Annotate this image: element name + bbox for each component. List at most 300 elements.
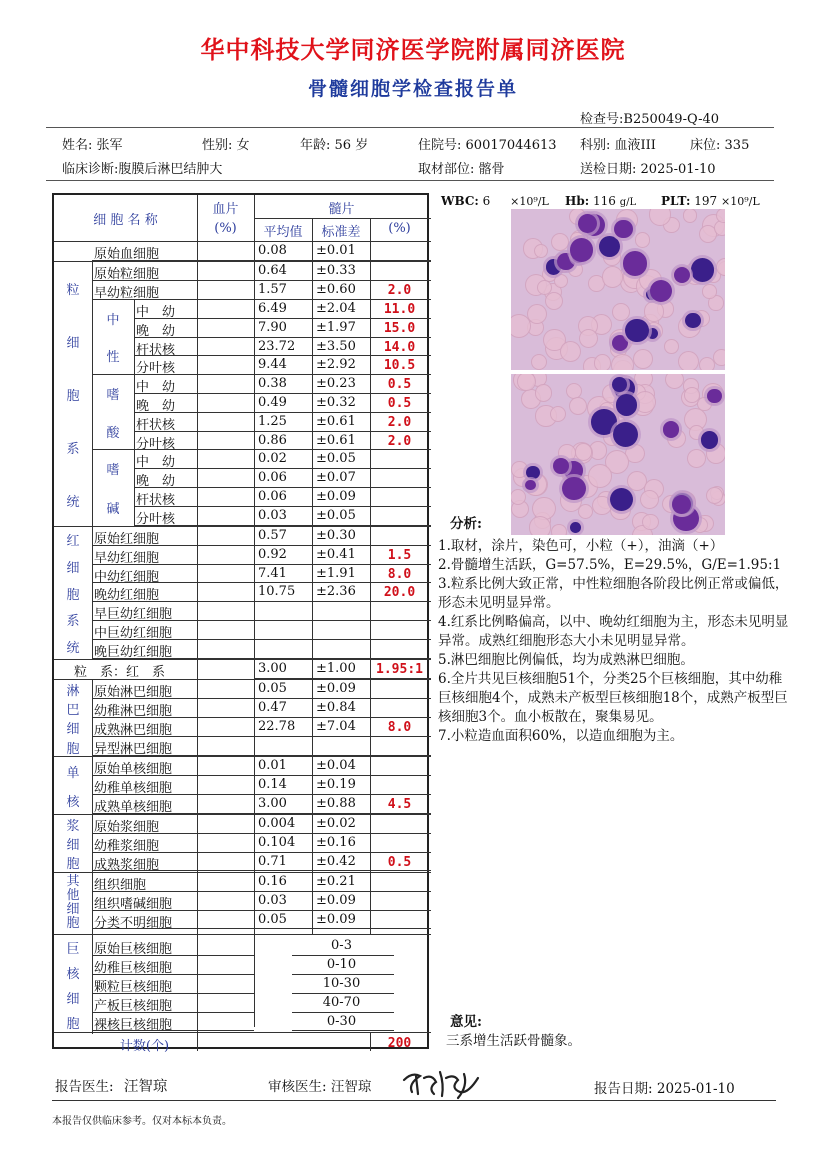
review-doctor: 审核医生: 汪智琼 <box>268 1079 372 1095</box>
red-blood-cell <box>687 449 706 468</box>
row-name: 幼稚单核细胞 <box>94 780 173 796</box>
row-mean: 0.16 <box>258 873 287 889</box>
mega-range: 40-70 <box>322 994 361 1010</box>
row-mean: 0.004 <box>258 816 296 831</box>
table-rule <box>254 431 431 432</box>
group-label-monocyte: 单 <box>66 765 80 781</box>
group-label-erythroid: 细 <box>66 560 80 576</box>
table-rule <box>254 601 431 602</box>
row-mean: 0.64 <box>258 263 287 279</box>
nucleated-cell <box>570 238 593 261</box>
red-blood-cell <box>569 397 587 415</box>
group-label-megakaryocyte: 胞 <box>66 1016 80 1032</box>
group-label-plasma: 胞 <box>66 857 80 873</box>
table-rule <box>54 934 431 935</box>
mega-range: 0-3 <box>331 938 352 954</box>
row-name: 原始淋巴细胞 <box>94 685 173 701</box>
red-blood-cell <box>550 406 566 422</box>
row-name: 组织嗜碱细胞 <box>94 896 173 912</box>
table-rule <box>254 775 431 776</box>
table-rule <box>254 678 431 679</box>
bone-marrow-micrograph-1 <box>511 209 725 370</box>
table-rule <box>254 337 431 338</box>
table-rule <box>92 955 254 956</box>
table-rule <box>254 639 431 640</box>
row-sd: ±3.50 <box>316 338 356 354</box>
table-rule <box>254 468 431 469</box>
table-rule <box>254 355 431 356</box>
table-rule <box>292 1030 394 1031</box>
mega-range: 10-30 <box>322 975 361 991</box>
nucleated-cell <box>553 458 569 474</box>
row-sd: ±0.09 <box>316 681 356 697</box>
group-label-plasma: 细 <box>66 837 80 853</box>
table-rule <box>92 374 254 375</box>
group-label-erythroid: 统 <box>66 640 80 656</box>
table-rule <box>254 620 431 621</box>
row-mean: 1.25 <box>258 413 287 429</box>
table-rule <box>254 449 431 450</box>
red-blood-cell <box>535 384 553 402</box>
table-rule <box>92 449 254 450</box>
table-rule <box>254 280 431 281</box>
row-name: 中 幼 <box>136 455 176 471</box>
group-label-lymphocyte: 巴 <box>66 703 80 719</box>
group-label-monocyte: 核 <box>66 794 80 810</box>
row-sd: ±0.05 <box>316 507 356 523</box>
table-rule <box>254 658 431 659</box>
row-name: 异型淋巴细胞 <box>94 741 173 757</box>
row-sd: ±0.04 <box>316 758 356 774</box>
row-name: 幼稚淋巴细胞 <box>94 704 173 720</box>
table-rule <box>254 545 431 546</box>
row-sd: ±0.84 <box>316 700 356 716</box>
wbc-value: WBC: 6 ×10⁹/L <box>441 194 549 208</box>
row-sd: ±0.88 <box>316 795 356 811</box>
header-blood-pct: (%) <box>214 221 237 236</box>
header-blood: 血片 <box>212 202 239 217</box>
table-rule <box>54 1032 431 1033</box>
table-rule <box>292 974 394 975</box>
row-name: 原始浆细胞 <box>94 820 160 835</box>
nucleated-cell <box>672 495 691 514</box>
group-label-lymphocyte: 淋 <box>66 683 80 699</box>
red-blood-cell <box>531 354 547 370</box>
row-value: 1.5 <box>387 547 412 563</box>
nucleated-cell <box>616 394 637 415</box>
row-sd: ±0.16 <box>316 834 356 850</box>
row-name: 杆状核 <box>136 417 176 433</box>
table-rule <box>292 955 394 956</box>
nucleated-cell <box>707 389 721 403</box>
bed-number: 床位: 335 <box>690 138 750 153</box>
group-label-plasma: 浆 <box>66 818 80 834</box>
row-mean: 0.49 <box>258 394 287 410</box>
analysis-item: 6.全片共见巨核细胞51个，分类25个巨核细胞，其中幼稚巨核细胞4个，成熟未产板型巨核细胞18个，成熟产板型巨核细胞3个。血小板散在，聚集易见。 <box>438 671 788 725</box>
row-sd: ±0.09 <box>316 488 356 504</box>
red-blood-cell <box>592 496 612 516</box>
row-sd: ±0.05 <box>316 451 356 467</box>
nucleated-cell <box>610 488 633 511</box>
table-rule <box>254 582 431 583</box>
nucleated-cell <box>691 258 714 281</box>
row-sd: ±0.02 <box>316 816 356 831</box>
row-name: 分叶核 <box>136 511 176 527</box>
row-name: 成熟单核细胞 <box>94 799 173 815</box>
mega-name: 裸核巨核细胞 <box>94 1017 173 1033</box>
row-name: 原始红细胞 <box>94 532 160 547</box>
row-name: 幼稚浆细胞 <box>94 838 160 854</box>
header-mean: 平均值 <box>263 225 303 240</box>
nucleated-cell <box>701 431 719 449</box>
sub-label-basophil: 碱 <box>106 501 120 517</box>
red-blood-cell <box>575 443 592 460</box>
row-name: 晚幼红细胞 <box>94 588 160 604</box>
row-mean: 23.72 <box>258 338 296 354</box>
table-rule <box>54 241 431 242</box>
red-blood-cell <box>702 284 716 298</box>
red-blood-cell <box>517 374 536 391</box>
analysis-item: 2.骨髓增生活跃，G=57.5%，E=29.5%，G/E=1.95:1 <box>438 557 782 573</box>
exam-number: 检查号:B250049-Q-40 <box>580 112 720 127</box>
row-sd: ±0.42 <box>316 853 356 869</box>
row-mean: 0.05 <box>258 681 287 697</box>
row-sd: ±0.21 <box>316 873 356 889</box>
row-name: 粒 系：红 系 <box>74 665 166 681</box>
bone-marrow-micrograph-2 <box>511 374 725 535</box>
row-name: 杆状核 <box>136 342 176 358</box>
sampling-site: 取材部位: 髂骨 <box>418 162 505 177</box>
row-mean: 0.03 <box>258 507 287 523</box>
analysis-item: 3.粒系比例大致正常，中性粒细胞各阶段比例正常或偏低，形态未见明显异常。 <box>438 576 789 611</box>
row-sd: ±0.23 <box>316 376 356 392</box>
row-value: 8.0 <box>387 720 412 735</box>
table-rule <box>254 374 431 375</box>
red-blood-cell <box>713 349 725 366</box>
red-blood-cell <box>716 209 725 223</box>
row-sd: ±2.36 <box>316 584 356 600</box>
nucleated-cell <box>562 477 585 500</box>
mega-name: 原始巨核细胞 <box>94 942 173 958</box>
table-rule <box>254 218 431 219</box>
table-rule <box>254 260 431 261</box>
red-blood-cell <box>683 209 697 223</box>
row-value: 2.0 <box>387 414 412 430</box>
row-name: 原始单核细胞 <box>94 762 173 778</box>
row-value: 0.5 <box>387 377 412 393</box>
group-label-granulocyte: 细 <box>66 335 80 351</box>
group-label-megakaryocyte: 细 <box>66 991 80 1007</box>
row-mean: 3.00 <box>258 661 287 677</box>
row-name: 中 幼 <box>136 304 176 320</box>
red-blood-cell <box>551 233 569 251</box>
table-rule <box>92 261 93 659</box>
row-name: 早幼粒细胞 <box>94 286 160 302</box>
row-name: 成熟淋巴细胞 <box>94 723 173 738</box>
table-rule <box>254 928 431 929</box>
row-mean: 22.78 <box>258 719 296 734</box>
red-blood-cell <box>706 487 723 504</box>
group-label-erythroid: 红 <box>66 534 80 550</box>
department: 科别: 血液III <box>580 138 656 153</box>
cell-count-table <box>52 193 429 1055</box>
sub-label-eosinophil: 嗜 <box>106 387 120 403</box>
red-blood-cell <box>594 354 611 370</box>
table-rule <box>254 318 431 319</box>
table-rule <box>134 299 135 526</box>
inpatient-number: 住院号: 60017044613 <box>418 138 557 153</box>
analysis-label: 分析: <box>450 516 482 532</box>
row-name: 成熟浆细胞 <box>94 857 160 873</box>
report-date: 报告日期: 2025-01-10 <box>594 1081 735 1097</box>
row-sd: ±0.09 <box>316 911 356 927</box>
row-mean: 0.92 <box>258 546 287 562</box>
row-sd: ±0.60 <box>316 282 356 298</box>
row-mean: 0.38 <box>258 376 287 392</box>
table-rule <box>254 393 431 394</box>
table-rule <box>254 870 431 871</box>
clinical-diagnosis: 临床诊断:腹膜后淋巴结肿大 <box>62 162 223 177</box>
analysis-item: 7.小粒造血面积60%，以造血细胞为主。 <box>438 728 684 744</box>
row-mean: 3.00 <box>258 795 287 811</box>
red-blood-cell <box>612 303 630 321</box>
red-blood-cell <box>644 301 665 322</box>
row-name: 中 幼 <box>136 380 176 396</box>
analysis-item: 5.淋巴细胞比例偏低，均为成熟淋巴细胞。 <box>438 652 694 668</box>
opinion-label: 意见: <box>450 1014 482 1030</box>
row-name: 早巨幼红细胞 <box>94 607 173 623</box>
row-name: 中幼红细胞 <box>94 569 160 585</box>
sub-label-neutrophil: 中 <box>106 312 120 328</box>
row-sd: ±0.41 <box>316 546 356 562</box>
row-sd: ±0.33 <box>316 263 356 279</box>
reviewer-signature <box>398 1064 484 1100</box>
nucleated-cell <box>625 319 649 343</box>
row-sd: ±0.32 <box>316 394 356 410</box>
row-mean: 0.104 <box>258 834 296 850</box>
report-title: 骨髓细胞学检查报告单 <box>307 78 518 100</box>
group-label-megakaryocyte: 核 <box>66 966 80 982</box>
header-cell-name: 细 胞 名 称 <box>93 213 158 228</box>
row-sd: ±0.07 <box>316 470 356 486</box>
table-rule <box>254 794 431 795</box>
table-rule <box>54 526 431 527</box>
red-blood-cell <box>511 314 531 338</box>
patient-name: 姓名: 张军 <box>62 138 123 153</box>
red-blood-cell <box>642 514 658 530</box>
red-blood-cell <box>560 341 581 362</box>
row-mean: 0.06 <box>258 488 287 504</box>
red-blood-cell <box>551 524 566 535</box>
table-rule <box>254 698 431 699</box>
row-sd: ±1.97 <box>316 319 356 335</box>
row-mean: 7.41 <box>258 565 287 581</box>
table-rule <box>254 833 431 834</box>
table-rule <box>254 852 431 853</box>
mega-name: 颗粒巨核细胞 <box>94 979 173 995</box>
row-mean: 0.02 <box>258 451 287 467</box>
table-rule <box>254 736 431 737</box>
table-rule <box>92 1030 254 1031</box>
row-name: 中巨幼红细胞 <box>94 626 173 641</box>
red-blood-cell <box>678 351 699 370</box>
row-name: 晚 幼 <box>136 474 176 490</box>
sub-label-basophil: 嗜 <box>106 463 120 479</box>
row-sd: ±0.01 <box>316 243 356 258</box>
row-mean: 0.01 <box>258 758 287 774</box>
row-value: 14.0 <box>383 339 416 355</box>
row-sd: ±0.61 <box>316 432 356 448</box>
row-mean: 0.08 <box>258 243 287 258</box>
group-label-erythroid: 胞 <box>66 587 80 603</box>
group-label-granulocyte: 胞 <box>66 388 80 404</box>
row-value: 2.0 <box>387 433 412 449</box>
sub-label-eosinophil: 酸 <box>106 425 120 441</box>
patient-sex: 性别: 女 <box>202 138 250 153</box>
row-value: 4.5 <box>387 796 412 812</box>
row-value: 11.0 <box>383 301 416 317</box>
red-blood-cell <box>554 274 568 288</box>
header-sd: 标准差 <box>321 225 361 240</box>
table-rule <box>254 717 431 718</box>
group-label-erythroid: 系 <box>66 614 80 630</box>
red-blood-cell <box>529 516 551 535</box>
hospital-name: 华中科技大学同济医学院附属同济医院 <box>200 35 626 64</box>
row-mean: 0.71 <box>258 853 287 869</box>
table-rule <box>92 974 254 975</box>
nucleated-cell <box>599 236 620 257</box>
table-rule <box>254 755 431 756</box>
row-mean: 0.06 <box>258 470 287 486</box>
table-rule <box>254 299 431 300</box>
row-mean: 10.75 <box>258 584 296 600</box>
red-blood-cell <box>633 349 653 369</box>
row-value: 10.5 <box>383 358 416 374</box>
red-blood-cell <box>588 464 612 488</box>
group-label-other: 胞 <box>66 916 80 932</box>
row-name: 早幼红细胞 <box>94 550 160 566</box>
row-sd: ±2.04 <box>316 300 356 316</box>
submit-date: 送检日期: 2025-01-10 <box>580 162 716 177</box>
red-blood-cell <box>664 339 679 354</box>
header-pct: (%) <box>388 221 411 236</box>
red-blood-cell <box>611 354 634 370</box>
row-mean: 0.05 <box>258 911 287 927</box>
row-sd: ±2.92 <box>316 357 356 373</box>
nucleated-cell <box>650 280 672 302</box>
mega-range: 0-10 <box>326 957 357 973</box>
row-sd: ±1.91 <box>316 565 356 581</box>
mega-name: 幼稚巨核细胞 <box>94 961 173 977</box>
red-blood-cell <box>545 292 563 310</box>
row-value: 2.0 <box>387 283 412 299</box>
row-sd: ±0.61 <box>316 413 356 429</box>
row-mean: 0.03 <box>258 892 287 908</box>
table-rule <box>197 195 198 1051</box>
table-rule <box>312 218 313 935</box>
count-label: 计数(个) <box>119 1039 170 1055</box>
group-label-other: 他 <box>66 888 80 904</box>
count-value: 200 <box>387 1036 412 1052</box>
red-blood-cell <box>534 244 548 258</box>
group-label-lymphocyte: 胞 <box>66 741 80 757</box>
analysis-text <box>438 537 790 746</box>
row-mean: 9.44 <box>258 357 287 373</box>
group-label-other: 细 <box>66 902 80 918</box>
group-label-other: 其 <box>66 873 80 889</box>
row-value: 1.95:1 <box>376 662 423 678</box>
row-name: 原始血细胞 <box>94 247 160 262</box>
row-name: 原始粒细胞 <box>94 267 160 283</box>
red-blood-cell <box>579 329 598 348</box>
table-rule <box>292 1012 394 1013</box>
row-name: 杆状核 <box>136 492 176 508</box>
sub-label-neutrophil: 性 <box>106 350 120 366</box>
table-rule <box>254 487 431 488</box>
table-rule <box>254 564 431 565</box>
row-mean: 1.57 <box>258 282 287 298</box>
row-name: 分叶核 <box>136 436 176 452</box>
nucleated-cell <box>663 421 679 437</box>
table-rule <box>254 195 255 1027</box>
row-value: 0.5 <box>387 395 412 411</box>
row-value: 0.5 <box>387 854 412 870</box>
group-label-megakaryocyte: 巨 <box>66 941 80 957</box>
row-sd: ±0.09 <box>316 892 356 908</box>
red-blood-cell <box>640 490 659 509</box>
group-label-granulocyte: 系 <box>66 441 80 457</box>
row-value: 15.0 <box>383 320 416 336</box>
analysis-item: 1.取材，涂片，染色可，小粒（+），油滴（+） <box>438 538 724 554</box>
nucleated-cell <box>623 251 648 276</box>
row-name: 分类不明细胞 <box>94 915 173 931</box>
group-label-granulocyte: 统 <box>66 494 80 510</box>
opinion-text: 三系增生活跃骨髓象。 <box>446 1033 581 1049</box>
row-sd: ±0.19 <box>316 776 356 792</box>
hb-value: Hb: 116 g/L <box>565 194 637 208</box>
disclaimer: 本报告仅供临床参考。仅对本标本负责。 <box>52 1116 232 1127</box>
row-name: 组织细胞 <box>94 877 147 893</box>
table-rule <box>254 910 431 911</box>
row-mean: 7.90 <box>258 319 287 335</box>
report-doctor: 报告医生: 汪智琼 <box>55 1079 168 1095</box>
row-name: 晚巨幼红细胞 <box>94 644 173 660</box>
mega-range: 0-30 <box>326 1013 357 1029</box>
row-mean: 0.57 <box>258 528 287 543</box>
table-rule <box>92 1012 254 1013</box>
analysis-item: 4.红系比例略偏高，以中、晚幼红细胞为主，形态未见明显异常。成熟红细胞形态大小未见明显异常。 <box>438 614 789 649</box>
row-sd: ±0.30 <box>316 528 356 543</box>
nucleated-cell <box>570 522 581 533</box>
row-mean: 0.86 <box>258 432 287 448</box>
group-label-granulocyte: 粒 <box>66 282 80 298</box>
row-mean: 6.49 <box>258 300 287 316</box>
table-rule <box>254 412 431 413</box>
mega-name: 产板巨核细胞 <box>94 998 173 1014</box>
table-rule <box>254 506 431 507</box>
table-rule <box>92 993 254 994</box>
row-value: 8.0 <box>387 566 412 582</box>
row-mean: 0.14 <box>258 776 287 792</box>
red-blood-cell <box>635 232 650 247</box>
nucleated-cell <box>685 313 700 328</box>
plt-value: PLT: 197 ×10⁹/L <box>661 194 760 208</box>
nucleated-cell <box>614 220 632 238</box>
group-label-lymphocyte: 细 <box>66 722 80 738</box>
header-marrow: 髓片 <box>328 202 355 217</box>
table-rule <box>254 891 431 892</box>
table-rule <box>92 679 93 1034</box>
